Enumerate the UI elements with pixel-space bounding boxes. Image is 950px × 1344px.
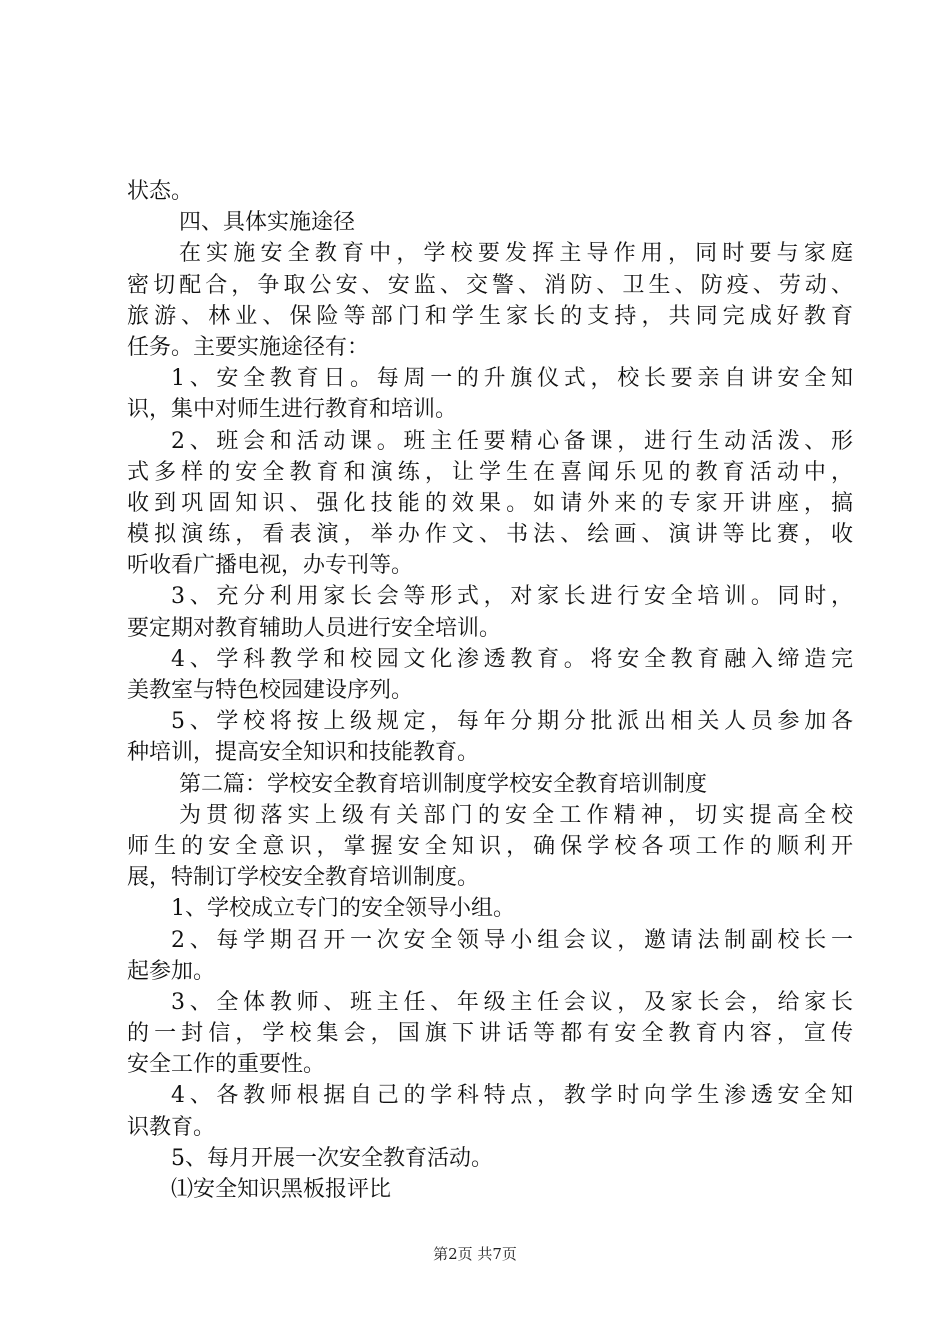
text-line: 旅游、林业、保险等部门和学生家长的支持，共同完成好教育 <box>127 303 853 329</box>
text-line: 2、班会和活动课。班主任要精心备课，进行生动活泼、形 <box>171 428 853 454</box>
text-line: 在实施安全教育中，学校要发挥主导作用，同时要与家庭 <box>179 241 853 267</box>
text-line: 起参加。 <box>127 958 216 984</box>
text-line: 1、安全教育日。每周一的升旗仪式，校长要亲自讲安全知 <box>171 366 853 392</box>
page-number: 第2页 共7页 <box>433 1245 517 1263</box>
text-line: 3、全体教师、班主任、年级主任会议，及家长会，给家长 <box>171 989 853 1015</box>
text-line: 种培训，提高安全知识和技能教育。 <box>127 740 480 766</box>
text-line: ⑴安全知识黑板报评比 <box>171 1177 392 1202</box>
text-line: 听收看广播电视，办专刊等。 <box>127 553 414 579</box>
text-line: 要定期对教育辅助人员进行安全培训。 <box>127 615 502 641</box>
text-line: 4、各教师根据自己的学科特点，教学时向学生渗透安全知 <box>171 1083 853 1109</box>
text-line: 安全工作的重要性。 <box>127 1052 326 1078</box>
text-line: 识，集中对师生进行教育和培训。 <box>127 397 458 423</box>
document-body <box>127 176 853 1205</box>
text-line: 状态。 <box>127 179 194 204</box>
text-line: 密切配合，争取公安、安监、交警、消防、卫生、防疫、劳动、 <box>127 272 853 298</box>
text-line: 1、学校成立专门的安全领导小组。 <box>171 896 515 922</box>
text-line: 师生的安全意识，掌握安全知识，确保学校各项工作的顺利开 <box>127 833 853 859</box>
text-line: 展，特制订学校安全教育培训制度。 <box>127 865 480 891</box>
text-line: 为贯彻落实上级有关部门的安全工作精神，切实提高全校 <box>179 802 853 828</box>
text-line: 4、学科教学和校园文化渗透教育。将安全教育融入缔造完 <box>171 646 853 672</box>
text-line: 的一封信，学校集会，国旗下讲话等都有安全教育内容，宣传 <box>127 1021 853 1047</box>
text-line: 美教室与特色校园建设序列。 <box>127 678 414 703</box>
text-line: 第二篇：学校安全教育培训制度学校安全教育培训制度 <box>179 771 708 797</box>
text-line: 模拟演练，看表演，举办作文、书法、绘画、演讲等比赛，收 <box>127 522 853 548</box>
text-line: 任务。主要实施途径有： <box>127 334 370 360</box>
text-line: 5、每月开展一次安全教育活动。 <box>171 1145 493 1171</box>
text-line: 四、具体实施途径 <box>179 210 356 236</box>
text-line: 3、充分利用家长会等形式，对家长进行安全培训。同时， <box>171 584 853 610</box>
text-line: 识教育。 <box>127 1114 216 1140</box>
text-line: 5、学校将按上级规定，每年分期分批派出相关人员参加各 <box>171 709 853 735</box>
text-line: 2、每学期召开一次安全领导小组会议，邀请法制副校长一 <box>171 927 853 953</box>
text-line: 式多样的安全教育和演练，让学生在喜闻乐见的教育活动中， <box>127 459 853 485</box>
text-line: 收到巩固知识、强化技能的效果。如请外来的专家开讲座，搞 <box>127 490 853 516</box>
